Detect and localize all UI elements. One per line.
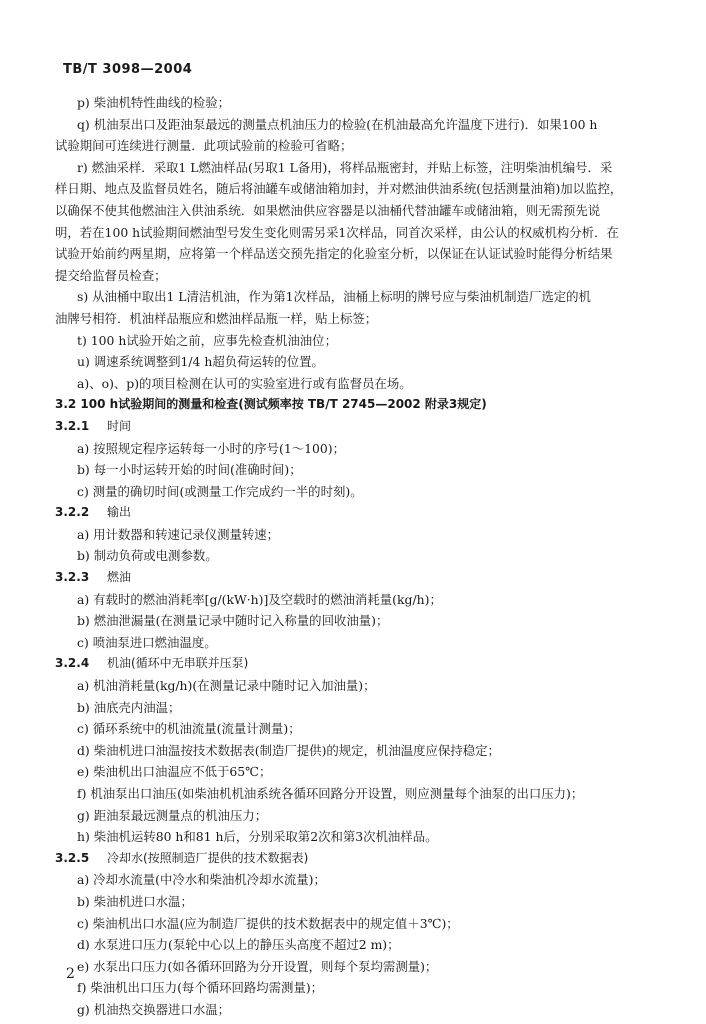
list-item: c) 测量的确切时间(或测量工作完成约一半的时刻)。	[77, 483, 363, 499]
subsection-heading	[55, 653, 667, 675]
list-item: e) 水泵出口压力(如各循环回路为分开设置，则每个泵均需测量)；	[77, 958, 438, 974]
list-item: a)、o)、p)的项目检测在认可的实验室进行或有监督员在场。	[77, 375, 412, 391]
paragraph-line: 试验开始前约两星期，应将第一个样品送交预先指定的化验室分析，以保证在认证试验时能得分析结果	[55, 246, 613, 262]
list-item: b) 油底壳内油温；	[77, 699, 181, 715]
list-item: q) 机油泵出口及距油泵最远的测量点机油压力的检验(在机油最高允许温度下进行)．如果100 h	[77, 116, 598, 132]
list-item: b) 每一小时运转开始的时间(准确时间)；	[77, 462, 302, 478]
subsection-number: 3.2.1	[55, 418, 90, 433]
subsection-title: 输出	[107, 505, 132, 520]
section-heading: 3.2 100 h试验期间的测量和检查(测试频率按 TB/T 2745—2002 附录3规定)	[55, 397, 487, 412]
list-item: b) 燃油泄漏量(在测量记录中随时记入称量的回收油量)；	[77, 613, 389, 629]
list-item: c) 喷油泵进口燃油温度。	[77, 634, 217, 650]
subsection-title: 冷却水(按照制造厂提供的技术数据表)	[107, 850, 309, 865]
subsection-heading	[55, 848, 667, 870]
subsection-number: 3.2.4	[55, 656, 90, 671]
page-number: 2	[66, 966, 75, 982]
paragraph-line: 样日期、地点及监督员姓名，随后将油罐车或储油箱加封，并对燃油供油系统(包括测量油箱)加以监控，	[55, 181, 623, 197]
list-item: h) 柴油机运转80 h和81 h后，分别采取第2次和第3次机油样品。	[77, 829, 438, 845]
list-item: b) 制动负荷或电测参数。	[77, 548, 218, 564]
list-item: s) 从油桶中取出1 L清洁机油，作为第1次样品，油桶上标明的牌号应与柴油机制造厂选定的机	[77, 289, 591, 305]
paragraph-line: 试验期间可连续进行测量．此项试验前的检验可省略；	[55, 138, 353, 154]
subsection-title: 机油(循环中无串联并压泵)	[107, 656, 249, 671]
paragraph-line: 提交给监督员检查；	[55, 267, 167, 283]
list-item: u) 调速系统调整到1/4 h超负荷运转的位置。	[77, 354, 324, 370]
document-code: TB/T 3098—2004	[63, 62, 193, 77]
list-item: a) 冷却水流量(中冷水和柴油机冷却水流量)；	[77, 872, 326, 888]
paragraph-line: 明，若在100 h试验期间燃油型号发生变化则需另采1次样品，同首次采样，由公认的权威机构分析．在	[55, 224, 619, 240]
list-item: c) 柴油机出口水温(应为制造厂提供的技术数据表中的规定值＋3℃)；	[77, 915, 459, 931]
list-item: d) 柴油机进口油温按技术数据表(制造厂提供)的规定，机油温度应保持稳定；	[77, 742, 500, 758]
list-item: f) 机油泵出口油压(如柴油机机油系统各循环回路分开设置，则应测量每个油泵的出口压力)；	[77, 786, 584, 801]
list-item: a) 机油消耗量(kg/h)(在测量记录中随时记入加油量)；	[77, 678, 376, 694]
list-item: d) 水泵进口压力(泵轮中心以上的静压头高度不超过2 m)；	[77, 937, 400, 953]
list-item: b) 柴油机进口水温；	[77, 893, 193, 909]
list-item: a) 有载时的燃油消耗率[g/(kW·h)]及空载时的燃油消耗量(kg/h)；	[77, 591, 442, 607]
subsection-title: 时间	[107, 418, 132, 433]
subsection-heading	[55, 416, 667, 438]
list-item: a) 用计数器和转速记录仪测量转速；	[77, 526, 280, 542]
document-body	[55, 92, 667, 1021]
list-item: r) 燃油采样．采取1 L燃油样品(另取1 L备用)，将样品瓶密封，并贴上标签，注明柴油机编号．采	[77, 159, 613, 175]
list-item: a) 按照规定程序运转每一小时的序号(1～100)；	[77, 440, 346, 456]
paragraph-line: 油牌号相符．机油样品瓶应和燃油样品瓶一样，贴上标签；	[55, 310, 378, 326]
subsection-heading	[55, 502, 667, 524]
paragraph-line: 以确保不使其他燃油注入供油系统．如果燃油供应容器是以油桶代替油罐车或储油箱，则无需预先说	[55, 202, 601, 218]
subsection-number: 3.2.3	[55, 570, 90, 585]
subsection-number: 3.2.2	[55, 505, 90, 520]
subsection-number: 3.2.5	[55, 850, 90, 865]
list-item: g) 机油热交换器进口水温；	[77, 1001, 231, 1017]
list-item: p) 柴油机特性曲线的检验；	[77, 95, 231, 110]
list-item: t) 100 h试验开始之前，应事先检查机油油位；	[77, 332, 337, 348]
list-item: g) 距油泵最远测量点的机油压力；	[77, 807, 268, 823]
list-item: c) 循环系统中的机油流量(流量计测量)；	[77, 721, 301, 737]
subsection-title: 燃油	[107, 570, 132, 585]
list-item: e) 柴油机出口油温应不低于65℃；	[77, 764, 272, 780]
subsection-heading	[55, 567, 667, 589]
list-item: f) 柴油机出口压力(每个循环回路均需测量)；	[77, 980, 324, 996]
